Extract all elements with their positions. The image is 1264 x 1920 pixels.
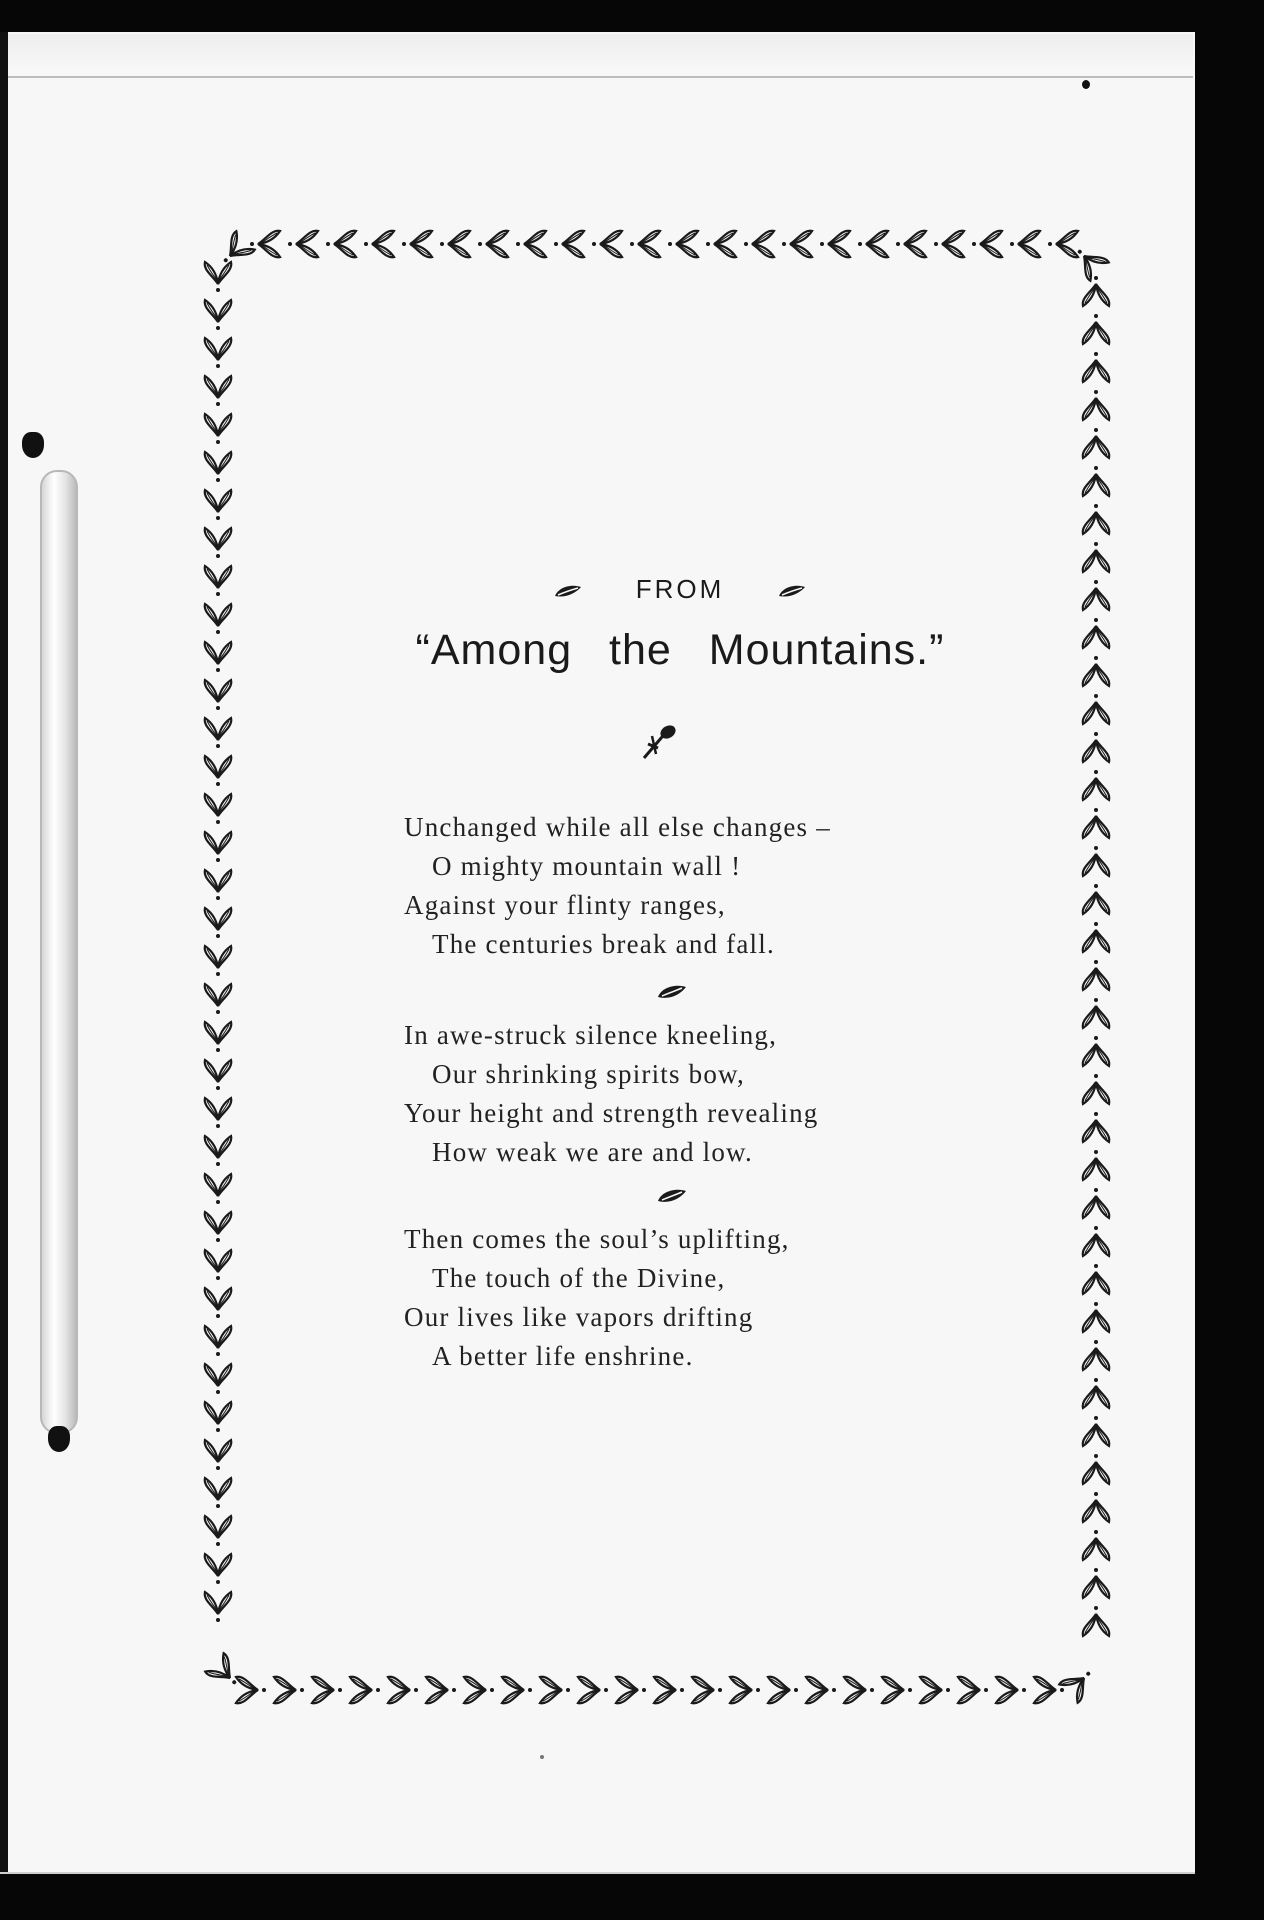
laurel-leaf xyxy=(806,1677,836,1704)
laurel-leaf xyxy=(205,1516,232,1546)
laurel-leaf xyxy=(1083,770,1110,800)
laurel-leaf xyxy=(1083,1378,1110,1408)
laurel-leaf xyxy=(630,231,660,258)
laurel-leaf xyxy=(882,1677,912,1704)
laurel-leaf xyxy=(478,231,508,258)
laurel-leaf xyxy=(205,1402,232,1432)
laurel-leaf xyxy=(1059,1663,1099,1703)
laurel-leaf xyxy=(1034,1677,1064,1704)
laurel-leaf xyxy=(364,231,394,258)
laurel-leaf xyxy=(236,1677,266,1704)
poem-line: The centuries break and fall. xyxy=(432,929,775,959)
poem-line: How weak we are and low. xyxy=(432,1137,753,1167)
laurel-leaf xyxy=(205,262,232,292)
laurel-leaf xyxy=(668,231,698,258)
laurel-leaf xyxy=(426,1677,456,1704)
laurel-leaf xyxy=(934,231,964,258)
laurel-leaf xyxy=(1083,1454,1110,1484)
laurel-leaf xyxy=(205,1478,232,1508)
laurel-leaf xyxy=(516,231,546,258)
laurel-leaf xyxy=(205,1250,232,1280)
laurel-leaf xyxy=(858,231,888,258)
laurel-leaf xyxy=(464,1677,494,1704)
poem-line: A better life enshrine. xyxy=(432,1341,694,1371)
laurel-leaf xyxy=(205,1136,232,1166)
laurel-leaf xyxy=(1083,732,1110,762)
laurel-leaf xyxy=(205,1212,232,1242)
kicker-line xyxy=(300,574,1060,605)
laurel-leaf xyxy=(274,1677,304,1704)
laurel-leaf xyxy=(1010,231,1040,258)
poem-stanza xyxy=(404,1016,1024,1172)
laurel-leaf xyxy=(205,870,232,900)
poem-line: O mighty mountain wall ! xyxy=(432,851,742,881)
laurel-leaf xyxy=(730,1677,760,1704)
laurel-leaf xyxy=(440,231,470,258)
laurel-leaf xyxy=(205,1022,232,1052)
leaf-icon xyxy=(777,584,807,598)
poem-content xyxy=(300,570,1060,1390)
laurel-leaf xyxy=(1083,694,1110,724)
laurel-leaf xyxy=(205,908,232,938)
laurel-leaf xyxy=(972,231,1002,258)
laurel-leaf xyxy=(205,1174,232,1204)
laurel-leaf xyxy=(502,1677,532,1704)
laurel-leaf xyxy=(326,231,356,258)
laurel-leaf xyxy=(205,1288,232,1318)
laurel-leaf xyxy=(205,756,232,786)
laurel-leaf xyxy=(616,1677,646,1704)
laurel-leaf xyxy=(958,1677,988,1704)
page-title: “Among the Mountains.” xyxy=(415,626,945,674)
laurel-leaf xyxy=(205,984,232,1014)
laurel-leaf xyxy=(820,231,850,258)
laurel-leaf xyxy=(1083,922,1110,952)
floral-sprig-icon xyxy=(638,722,678,762)
laurel-leaf xyxy=(1083,1416,1110,1446)
laurel-leaf xyxy=(1083,580,1110,610)
laurel-leaf xyxy=(205,946,232,976)
laurel-leaf xyxy=(402,231,432,258)
laurel-leaf xyxy=(205,680,232,710)
laurel-leaf xyxy=(1083,542,1110,572)
laurel-leaf xyxy=(1083,428,1110,458)
poem-line: The touch of the Divine, xyxy=(432,1263,726,1293)
laurel-leaf xyxy=(288,231,318,258)
laurel-leaf xyxy=(205,338,232,368)
laurel-leaf xyxy=(706,231,736,258)
laurel-leaf xyxy=(205,642,232,672)
laurel-leaf xyxy=(1083,1340,1110,1370)
laurel-leaf xyxy=(1083,466,1110,496)
laurel-leaf xyxy=(205,1326,232,1356)
laurel-leaf xyxy=(205,718,232,748)
laurel-leaf xyxy=(205,832,232,862)
laurel-leaf xyxy=(205,528,232,558)
laurel-leaf xyxy=(205,490,232,520)
laurel-leaf xyxy=(1083,1036,1110,1066)
laurel-leaf xyxy=(744,231,774,258)
laurel-leaf xyxy=(215,231,255,271)
laurel-leaf xyxy=(205,300,232,330)
laurel-leaf xyxy=(205,1060,232,1090)
laurel-leaf xyxy=(1083,1530,1110,1560)
poem-stanza xyxy=(404,1220,1024,1376)
poem-line: Your height and strength revealing xyxy=(404,1098,819,1128)
laurel-leaf xyxy=(205,604,232,634)
poem-line: Unchanged while all else changes – xyxy=(404,812,831,842)
laurel-leaf xyxy=(1083,352,1110,382)
laurel-leaf xyxy=(1083,1074,1110,1104)
laurel-leaf xyxy=(205,1653,245,1693)
laurel-leaf xyxy=(205,1098,232,1128)
laurel-leaf xyxy=(205,1364,232,1394)
laurel-leaf xyxy=(920,1677,950,1704)
laurel-leaf xyxy=(1083,808,1110,838)
laurel-leaf xyxy=(1083,1568,1110,1598)
leaf-icon xyxy=(656,1188,688,1204)
laurel-leaf xyxy=(1083,846,1110,876)
leaf-icon xyxy=(656,984,688,1000)
laurel-leaf xyxy=(1083,884,1110,914)
laurel-leaf xyxy=(896,231,926,258)
laurel-leaf xyxy=(592,231,622,258)
laurel-leaf xyxy=(1083,314,1110,344)
laurel-leaf xyxy=(540,1677,570,1704)
laurel-leaf xyxy=(1083,1492,1110,1522)
laurel-leaf xyxy=(205,566,232,596)
laurel-leaf xyxy=(1083,998,1110,1028)
laurel-leaf xyxy=(654,1677,684,1704)
laurel-leaf xyxy=(205,414,232,444)
laurel-leaf xyxy=(205,1440,232,1470)
laurel-leaf xyxy=(1083,618,1110,648)
laurel-leaf xyxy=(1083,656,1110,686)
laurel-leaf xyxy=(205,794,232,824)
laurel-leaf xyxy=(554,231,584,258)
laurel-leaf xyxy=(205,1554,232,1584)
laurel-leaf xyxy=(692,1677,722,1704)
laurel-leaf xyxy=(1069,241,1109,281)
laurel-leaf xyxy=(1083,1606,1110,1636)
laurel-leaf xyxy=(350,1677,380,1704)
laurel-leaf xyxy=(1083,390,1110,420)
kicker-text: FROM xyxy=(635,574,725,604)
laurel-leaf xyxy=(768,1677,798,1704)
laurel-leaf xyxy=(250,231,280,258)
laurel-leaf xyxy=(1083,1188,1110,1218)
poem-line: Against your flinty ranges, xyxy=(404,890,726,920)
laurel-leaf xyxy=(844,1677,874,1704)
laurel-leaf xyxy=(1083,960,1110,990)
laurel-leaf xyxy=(205,1592,232,1622)
laurel-leaf xyxy=(782,231,812,258)
poem-line: In awe-struck silence kneeling, xyxy=(404,1020,778,1050)
laurel-leaf xyxy=(388,1677,418,1704)
laurel-leaf xyxy=(996,1677,1026,1704)
laurel-leaf xyxy=(205,376,232,406)
leaf-icon xyxy=(553,584,583,598)
laurel-leaf xyxy=(312,1677,342,1704)
laurel-leaf xyxy=(1083,1150,1110,1180)
laurel-leaf xyxy=(1083,1264,1110,1294)
laurel-leaf xyxy=(1083,1302,1110,1332)
laurel-leaf xyxy=(578,1677,608,1704)
poem-line: Our shrinking spirits bow, xyxy=(432,1059,745,1089)
poem-line: Then comes the soul’s uplifting, xyxy=(404,1224,790,1254)
laurel-leaf xyxy=(1083,1226,1110,1256)
laurel-leaf xyxy=(1048,231,1078,258)
laurel-leaf xyxy=(1083,504,1110,534)
poem-stanza xyxy=(404,808,1024,964)
poem-line: Our lives like vapors drifting xyxy=(404,1302,754,1332)
laurel-leaf xyxy=(1083,1112,1110,1142)
laurel-leaf xyxy=(205,452,232,482)
laurel-leaf xyxy=(1083,276,1110,306)
